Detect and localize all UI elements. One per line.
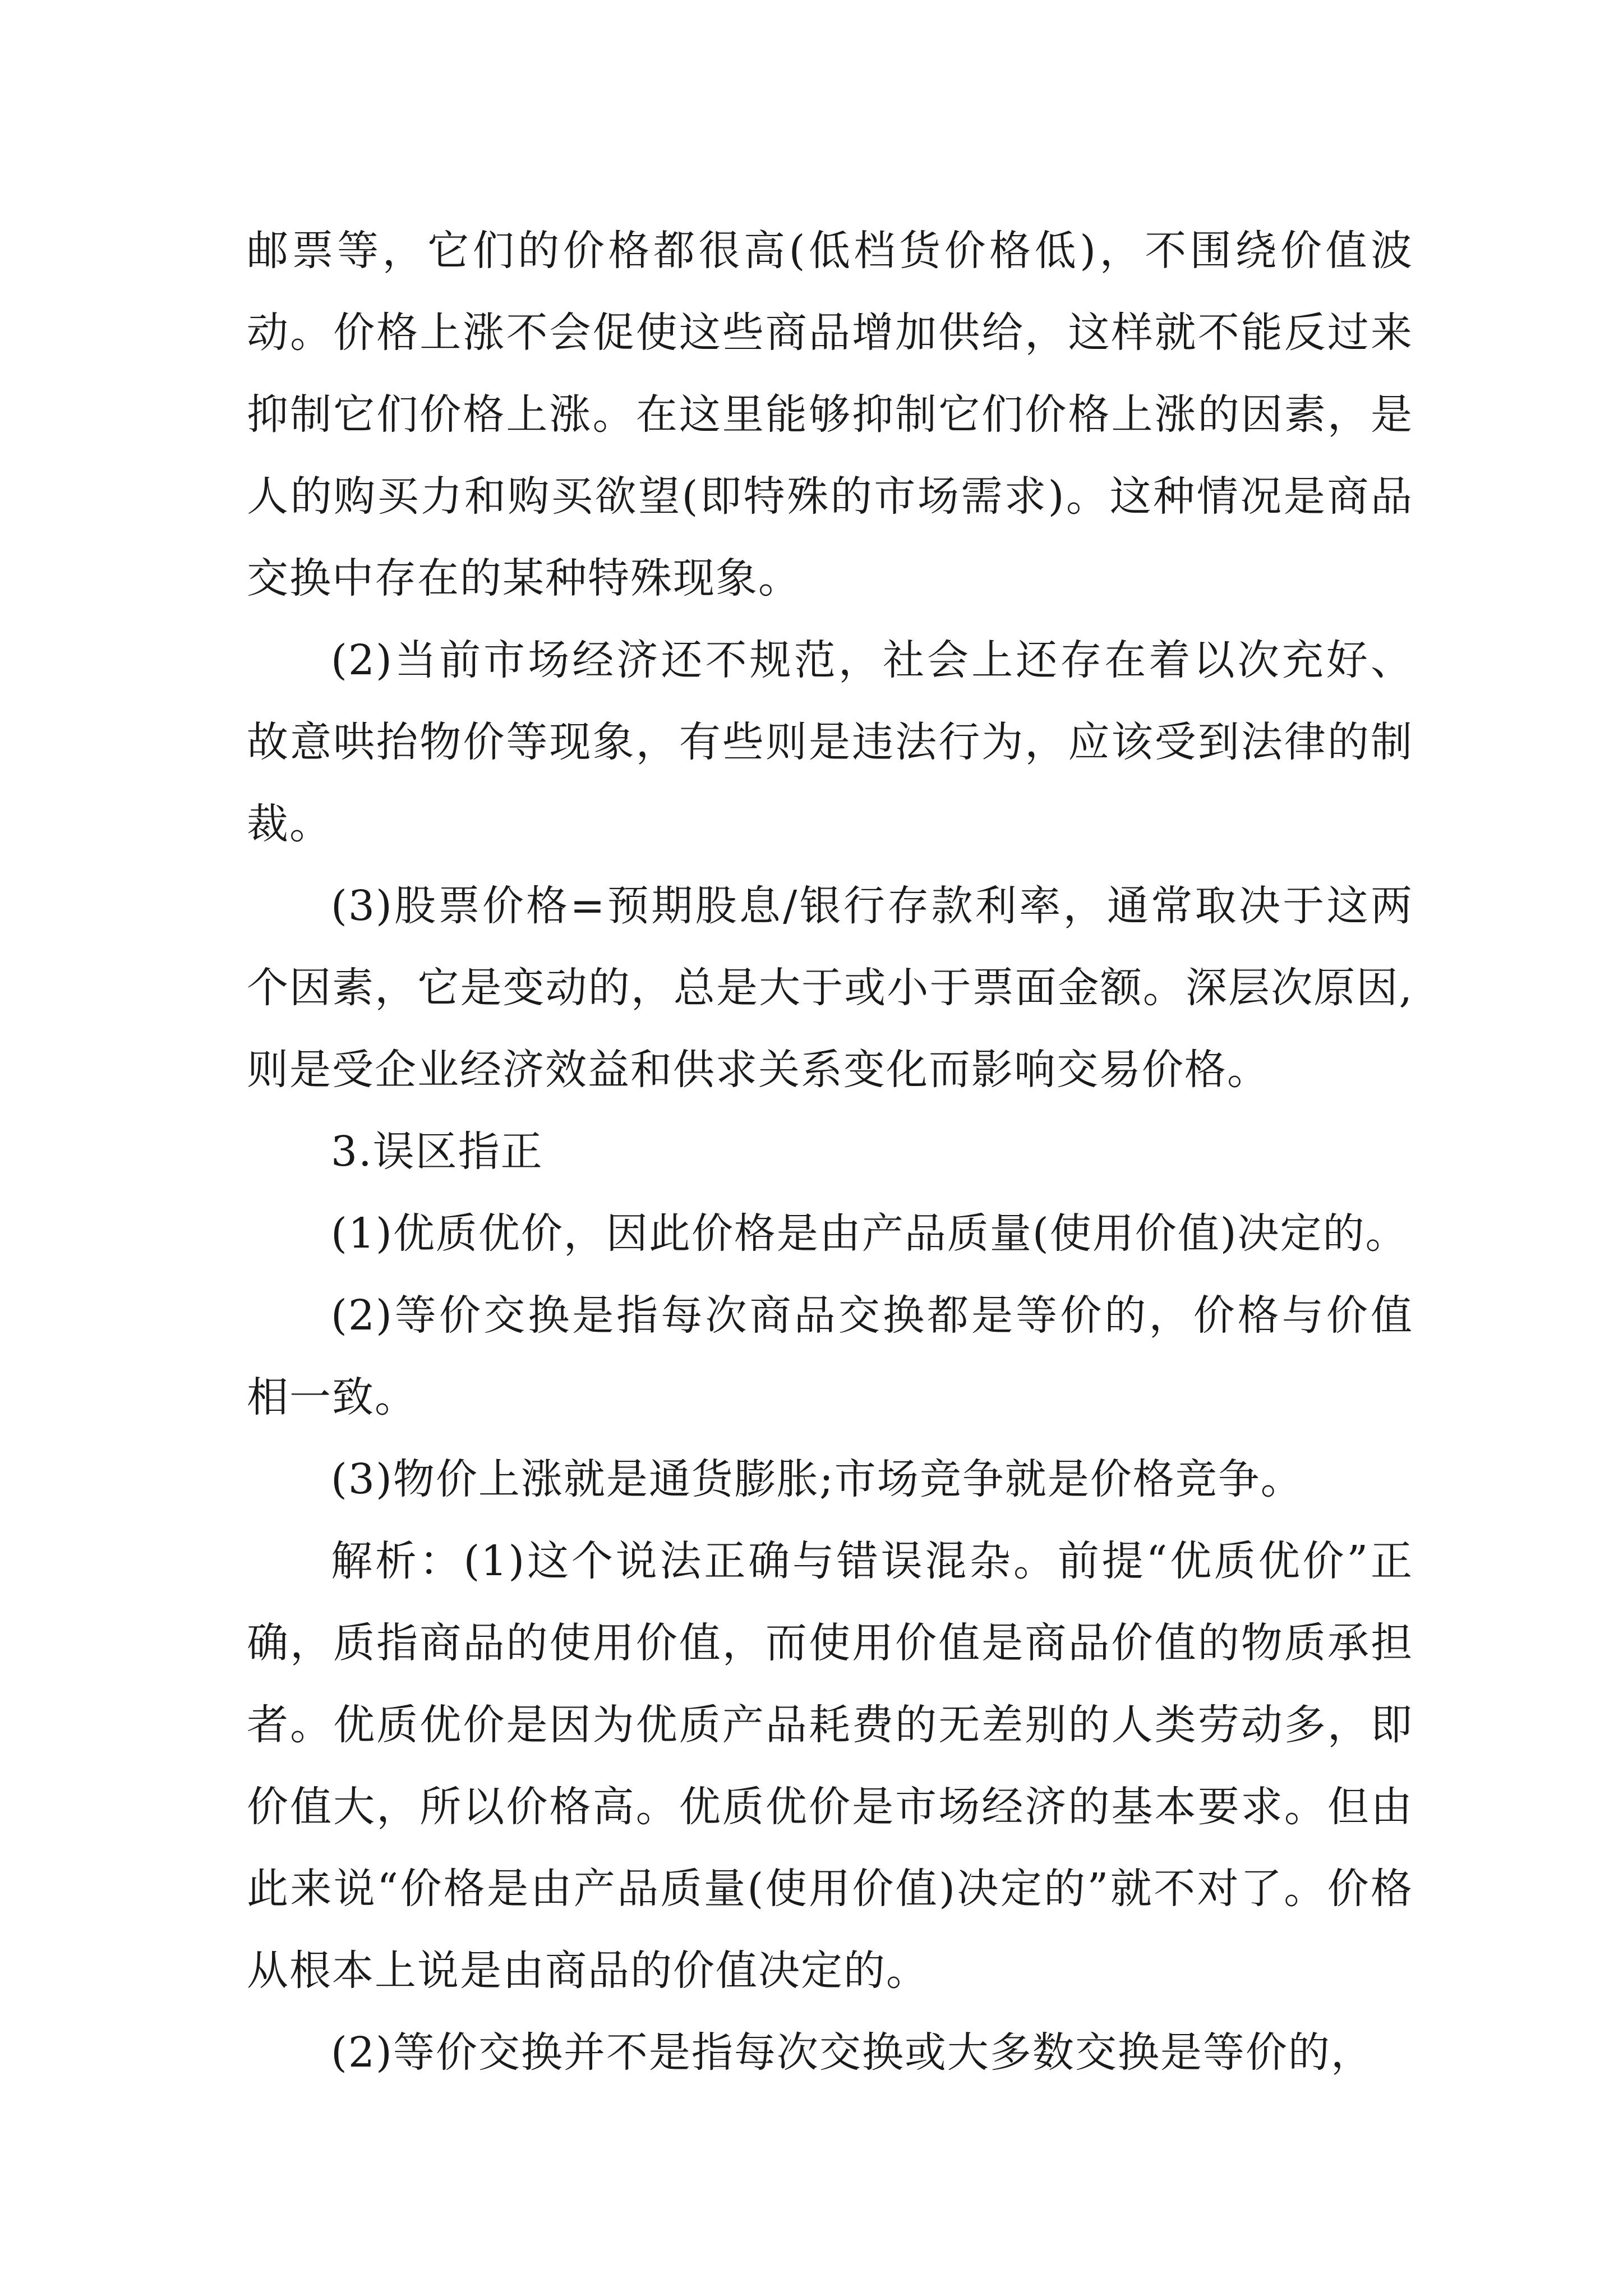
misconception-2: (2)等价交换是指每次商品交换都是等价的，价格与价值相一致。 (247, 1291, 1413, 1421)
document-body (247, 210, 1413, 2093)
section-heading-misconceptions: 3.误区指正 (331, 1128, 543, 1176)
analysis-paragraph-2: (2)等价交换并不是指每次交换或大多数交换是等价的， (331, 2028, 1373, 2077)
paragraph-continuation: 邮票等，它们的价格都很高(低档货价格低)，不围绕价值波动。价格上涨不会促使这些商品增加供给，这样就不能反过来抑制它们价格上涨。在这里能够抑制它们价格上涨的因素，是人的购买力和购买欲望(即特殊的市场需求)。这种情况是商品交换中存在的某种特殊现象。 (247, 227, 1413, 602)
paragraph-point-2: (2)当前市场经济还不规范，社会上还存在着以次充好、故意哄抬物价等现象，有些则是违法行为，应该受到法律的制裁。 (247, 636, 1413, 848)
analysis-paragraph-1: 解析：(1)这个说法正确与错误混杂。前提“优质优价”正确，质指商品的使用价值，而使用价值是商品价值的物质承担者。优质优价是因为优质产品耗费的无差别的人类劳动多，即价值大，所以价格高。优质优价是市场经济的基本要求。但由此来说“价格是由产品质量(使用价值)决定的”就不对了。价格从根本上说是由商品的价值决定的。 (247, 1537, 1413, 1995)
misconception-3: (3)物价上涨就是通货膨胀;市场竞争就是价格竞争。 (331, 1455, 1303, 1503)
paragraph-point-3: (3)股票价格=预期股息/银行存款利率，通常取决于这两个因素，它是变动的，总是大于或小于票面金额。深层次原因,则是受企业经济效益和供求关系变化而影响交易价格。 (247, 882, 1413, 1094)
misconception-1: (1)优质优价，因此价格是由产品质量(使用价值)决定的。 (331, 1209, 1408, 1258)
